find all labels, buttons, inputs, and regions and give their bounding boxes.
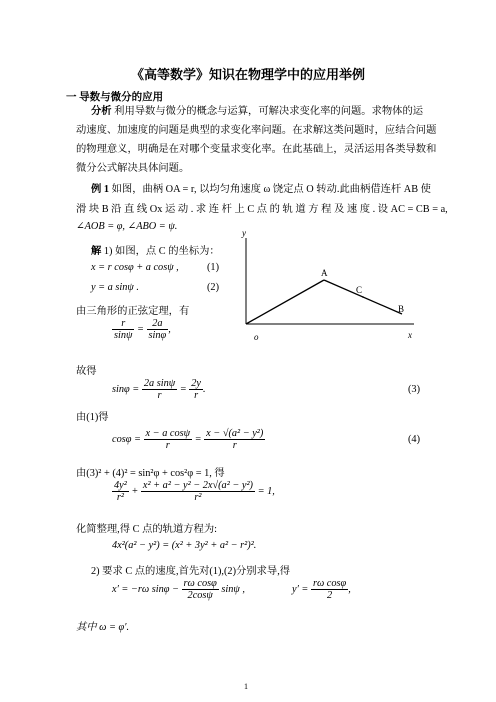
sine-rule-equation: $\frac{r}{\sin\psi}$ = $\frac{2a}{\sin\varphi}$ , — [114, 318, 171, 341]
y-axis-label: y — [242, 228, 246, 238]
fraction: $\frac{\text{x² + a² − y² − 2x√(a² − y²)}}{\text{r²}}$ — [142, 480, 253, 503]
solution-part-1: 1) 如图，点 C 的坐标为： — [103, 246, 220, 257]
combine-text: 由(3)² + (4)² = sin²φ + cos²φ = 1, 得 — [76, 468, 225, 479]
example-text-1: 如图，曲柄 OA = r, 以均匀角速度 ω 饶定点 O 转动.此曲柄借连杆 AB 使 — [111, 184, 431, 195]
point-c-dot — [362, 296, 364, 298]
section-heading: 一 导数与微分的应用 — [66, 92, 164, 103]
analysis-line-3: 的物理意义，明确是在对哪个变量求变化率。在此基础上，灵活运用各类导数和 — [76, 144, 437, 155]
equation-1: x = r cosφ + a cosψ , — [91, 262, 179, 273]
analysis-line-1 — [91, 102, 423, 117]
example-label: 例 1 — [91, 184, 110, 195]
analysis-line-4: 微分公式解决具体问题。 — [76, 163, 190, 174]
crank-oa — [246, 280, 324, 324]
solution-part-2: 2) 要求 C 点的速度,首先对(1),(2)分别求导,得 — [91, 566, 291, 577]
fraction: $\frac{\text{rω cosφ}}{2}$ — [312, 578, 347, 601]
fraction: $\frac{\text{x − √(a² − y²)}}{r}$ — [206, 428, 264, 451]
page-number: 1 — [244, 682, 248, 691]
equation-2: y = a sinψ . — [91, 282, 139, 293]
fraction: $\frac{2a}{\sin\varphi}$ — [148, 318, 167, 341]
mechanism-figure — [232, 226, 422, 346]
solution-line — [91, 242, 220, 257]
example-line-3: ∠AOB = φ, ∠ABO = ψ. — [76, 221, 178, 232]
analysis-text-1: 利用导数与微分的概念与运算，可解决求变化率的问题。求物体的运 — [114, 106, 424, 117]
solution-label: 解 — [91, 246, 102, 257]
where-text: 其中 ω = φ′. — [76, 622, 130, 633]
sine-rule-text: 由三角形的正弦定理，有 — [76, 306, 190, 317]
fraction: $\frac{\text{4y²}}{\text{r²}}$ — [114, 480, 127, 503]
equation-4: cosφ = $\frac{\text{x − a cosψ}}{r}$ = $\frac{\text{x − √(a² − y²)}}{r}$ — [112, 428, 264, 451]
example-line-1 — [91, 180, 431, 195]
fraction: $\frac{\text{x − a cosψ}}{r}$ — [145, 428, 191, 451]
fraction: $\frac{\text{rω cosφ}}{2\cos\psi}$ — [183, 578, 217, 601]
equation-6: 4x²(a² − y²) = (x² + 3y² + a² − r²)². — [112, 540, 257, 551]
equation-5: $\frac{\text{4y²}}{\text{r²}}$ + $\frac{\text{x² + a² − y² − 2x√(a² − y²)}}{\text{r²}}$ = 1, — [114, 480, 275, 503]
so-text: 故得 — [76, 366, 97, 377]
fraction: $\frac{2y}{r}$ — [191, 378, 201, 401]
point-a-label: A — [321, 268, 328, 278]
fraction: $\frac{r}{\sin\psi}$ — [114, 318, 133, 341]
x-axis-label: x — [408, 330, 412, 340]
equation-4-number: (4) — [408, 434, 421, 445]
example-line-2: 滑 块 B 沿 直 线 Ox 运 动 . 求 连 杆 上 C 点 的 轨 道 方 程 及 速 度 . 设 AC = CB = a, — [76, 204, 448, 215]
point-b-label: B — [398, 304, 405, 314]
equation-7: x′ = −rω sinφ − $\frac{\text{rω cosφ}}{2\cos\psi}$ sinψ , — [112, 578, 245, 601]
point-c-label: C — [356, 285, 363, 295]
page-title: 《高等数学》知识在物理学中的应用举例 — [130, 67, 365, 82]
analysis-label: 分析 — [91, 106, 112, 117]
equation-3: sinφ = $\frac{\text{2a sinψ}}{r}$ = $\frac{2y}{r}$ . — [112, 378, 206, 401]
equation-3-number: (3) — [408, 384, 421, 395]
simplify-text: 化简整理,得 C 点的轨道方程为: — [76, 524, 218, 535]
analysis-line-2: 动速度、加速度的问题是典型的求变化率问题。在求解这类问题时，应结合问题 — [76, 125, 437, 136]
equation-1-number: (1) — [207, 262, 220, 273]
fraction: $\frac{\text{2a sinψ}}{r}$ — [143, 378, 176, 401]
equation-8: y′ = $\frac{\text{rω cosφ}}{2}$ , — [292, 578, 351, 601]
from-1-text: 由(1)得 — [76, 412, 109, 423]
origin-label: o — [254, 332, 259, 342]
equation-2-number: (2) — [207, 282, 220, 293]
